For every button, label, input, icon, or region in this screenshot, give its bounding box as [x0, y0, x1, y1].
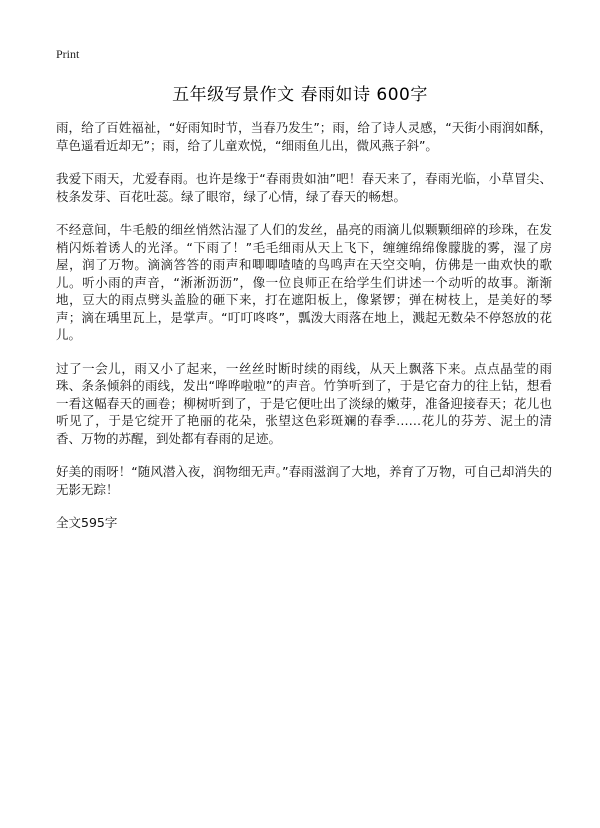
paragraph-1: 雨，给了百姓福祉，“好雨知时节，当春乃发生”；雨，给了诗人灵感，“天街小雨润如酥，草色遥看近却无”；雨，给了儿童欢悦，“细雨鱼儿出，微风燕子斜”。 — [56, 120, 552, 153]
paragraph-2: 我爱下雨天，尤爱春雨。也许是缘于“春雨贵如油”吧！春天来了，春雨光临，小草冒尖、枝条发芽、百花吐蕊。绿了眼帘，绿了心情，绿了春天的畅想。 — [56, 171, 552, 204]
article-title: 五年级写景作文 春雨如诗 600字 — [172, 85, 428, 105]
paragraph-3: 不经意间，牛毛般的细丝悄然沾湿了人们的发丝，晶亮的雨滴儿似颗颗细碎的珍珠，在发梢闪烁着诱人的光泽。“下雨了！”毛毛细雨从天上飞下，缠缠绵绵像朦胧的雾，湿了房屋，润了万物。滴滴答答的雨声和唧唧喳喳的鸟鸣声在天空交响，仿佛是一曲欢快的歌儿。听小雨的声音，“淅淅沥沥”，像一位良师正在给学生们讲述一个动听的故事。渐渐地，豆大的雨点劈头盖脸的砸下来，打在遮阳板上，像紧锣；弹在树枝上，是美好的琴声；滴在瑀里瓦上，是掌声。“叮叮咚咚”，瓢泼大雨落在地上，溅起无数朵不停怒放的花儿。 — [56, 222, 552, 342]
print-link[interactable]: Print — [56, 47, 80, 61]
article-body — [56, 119, 552, 532]
paragraph-4: 过了一会儿，雨又小了起来，一丝丝时断时续的雨线，从天上飘落下来。点点晶莹的雨珠、条条倾斜的雨线，发出“哗哗啦啦”的声音。竹笋听到了，于是它奋力的往上钻，想看一看这幅春天的画卷；柳树听到了，于是它便吐出了淡绿的嫩芽，准备迎接春天；花儿也听见了，于是它绽开了艳丽的花朵，张望这色彩斑斓的春季……花儿的芬芳、泥土的清香、万物的苏醒，到处都有春雨的足迹。 — [56, 360, 552, 446]
paragraph-5: 好美的雨呀！“随风潜入夜，润物细无声。”春雨滋润了大地，养育了万物，可自己却消失的无影无踪！ — [56, 464, 552, 497]
word-count: 全文595字 — [56, 515, 118, 530]
